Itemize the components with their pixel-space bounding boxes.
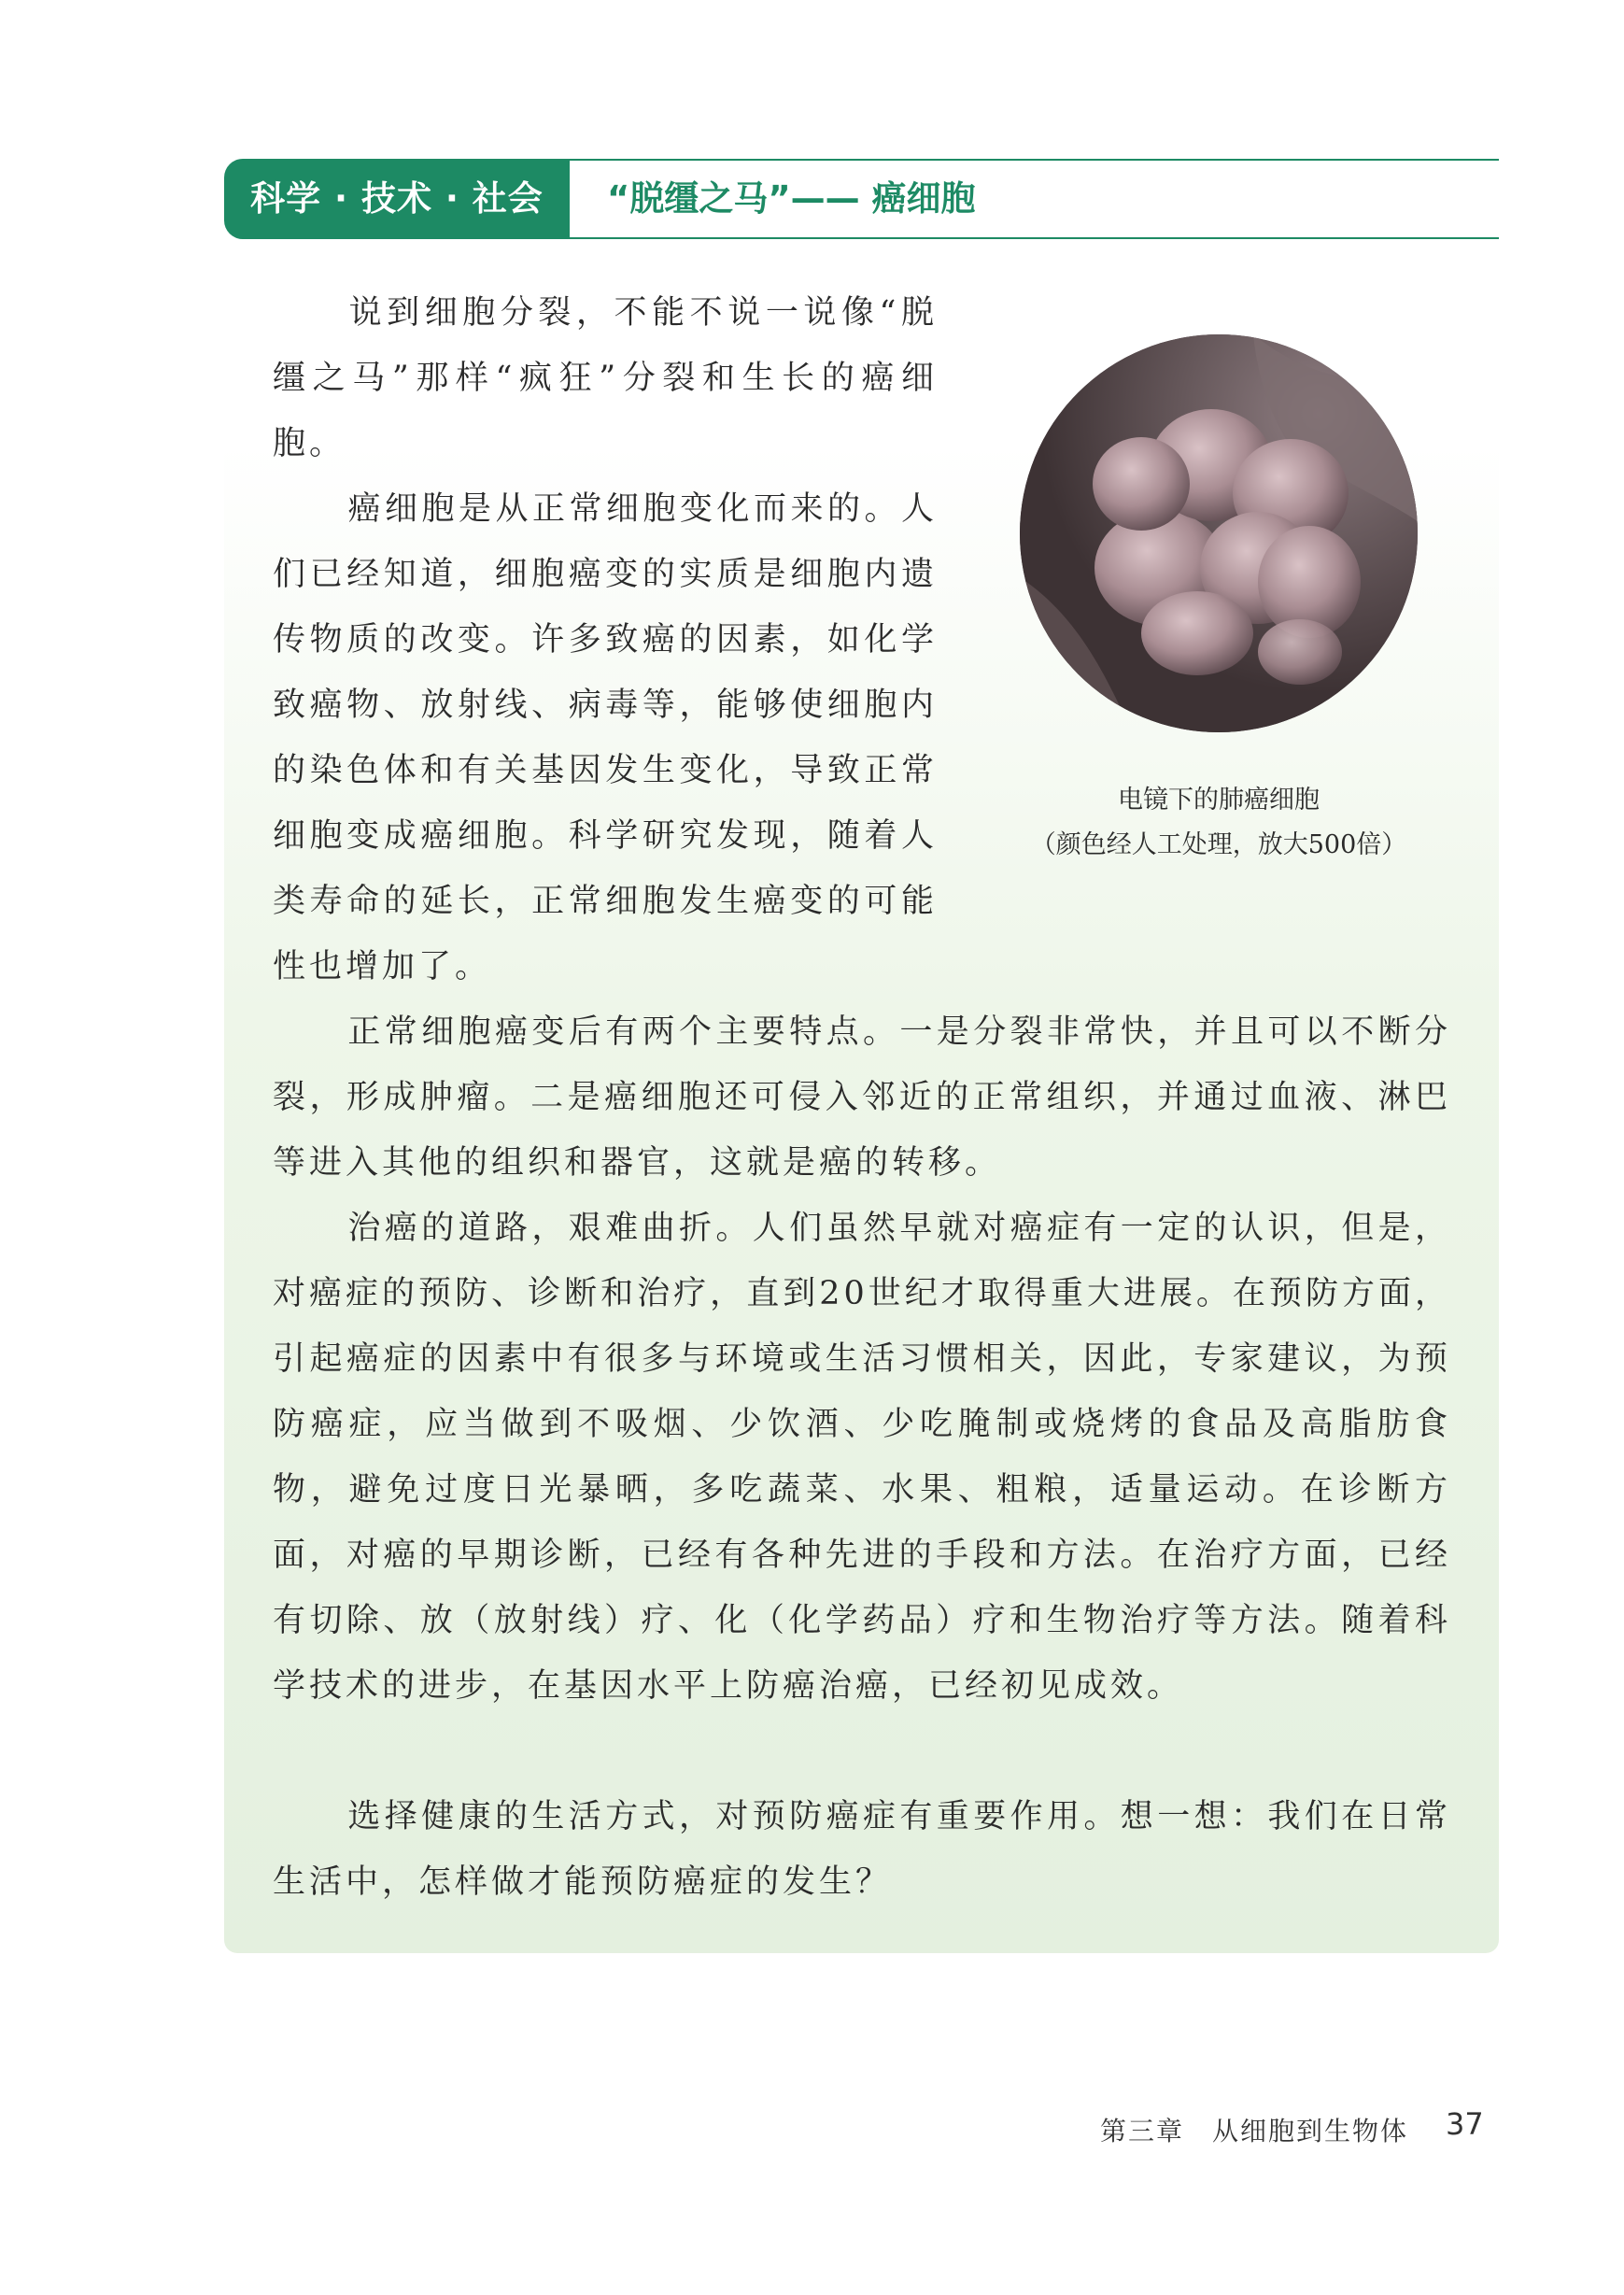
- paragraph-5-text: 选择健康的生活方式，对预防癌症有重要作用。想一想：我们在日常生活中，怎样做才能预防癌症的发生？: [273, 1798, 1451, 1901]
- paragraph-3: [273, 999, 1451, 1196]
- paragraph-1: [273, 280, 938, 476]
- paragraph-2-text: 癌细胞是从正常细胞变化而来的。人们已经知道，细胞癌变的实质是细胞内遗传物质的改变。许多致癌的因素，如化学致癌物、放射线、病毒等，能够使细胞内的染色体和有关基因发生变化，导致正常细胞变成癌细胞。科学研究发现，随着人类寿命的延长，正常细胞发生癌变的可能性也增加了。: [273, 490, 938, 985]
- cancer-cell-micrograph: [1020, 334, 1418, 732]
- section-label: 科学 · 技术 · 社会: [224, 159, 570, 239]
- paragraph-4: [273, 1196, 1451, 1719]
- paragraph-4-text: 治癌的道路，艰难曲折。人们虽然早就对癌症有一定的认识，但是，对癌症的预防、诊断和治疗，直到20世纪才取得重大进展。在预防方面，引起癌症的因素中有很多与环境或生活习惯相关，因此，专家建议，为预防癌症，应当做到不吸烟、少饮酒、少吃腌制或烧烤的食品及高脂肪食物，避免过度日光暴晒，多吃蔬菜、水果、粗粮，适量运动。在诊断方面，对癌的早期诊断，已经有各种先进的手段和方法。在治疗方面，已经有切除、放（放射线）疗、化（化学药品）疗和生物治疗等方法。随着科学技术的进步，在基因水平上防癌治癌，已经初见成效。: [273, 1210, 1451, 1705]
- figure-caption-note: （颜色经人工处理，放大500倍）: [1030, 830, 1407, 859]
- footer-chapter: 第三章 从细胞到生物体: [1100, 2116, 1409, 2146]
- paragraph-3-text: 正常细胞癌变后有两个主要特点。一是分裂非常快，并且可以不断分裂，形成肿瘤。二是癌细胞还可侵入邻近的正常组织，并通过血液、淋巴等进入其他的组织和器官，这就是癌的转移。: [273, 1013, 1451, 1182]
- figure-caption-title: 电镜下的肺癌细胞: [1118, 786, 1320, 815]
- article-title: “脱缰之马”—— 癌细胞: [607, 178, 976, 219]
- micrograph-illustration: [1020, 334, 1418, 732]
- paragraph-2: [273, 476, 938, 999]
- page-number: 37: [1446, 2106, 1484, 2142]
- paragraph-5: [273, 1784, 1451, 1915]
- paragraph-1-text: 说到细胞分裂，不能不说一说像“脱缰之马”那样“疯狂”分裂和生长的癌细胞。: [273, 294, 938, 462]
